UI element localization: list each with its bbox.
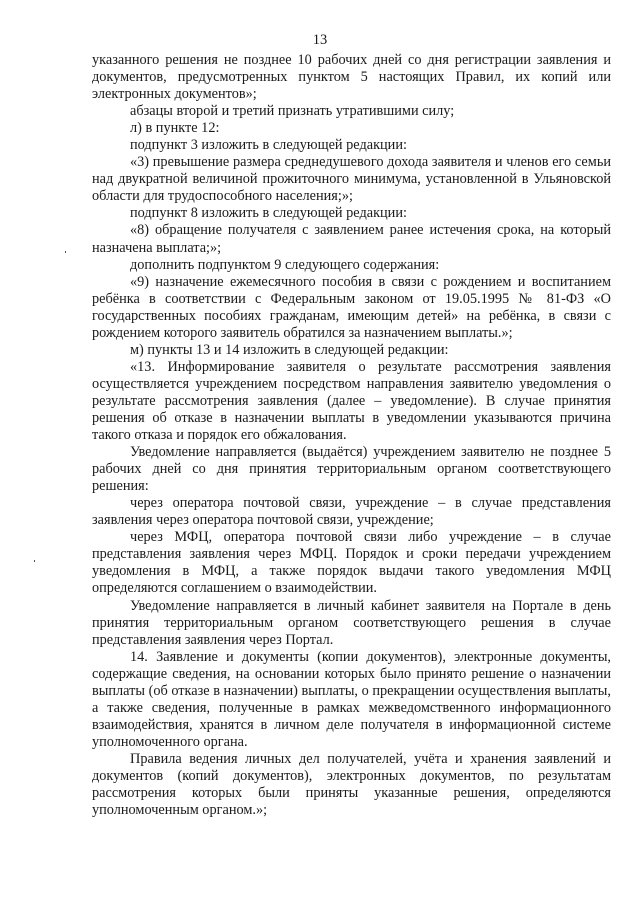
paragraph: дополнить подпунктом 9 следующего содержания: (130, 256, 440, 273)
paragraph: через оператора почтовой связи, учреждение – в случае представления заявления через оператора почтовой связи, учреждение; (92, 495, 611, 529)
paragraph: подпункт 8 изложить в следующей редакции: (130, 205, 407, 222)
paragraph: л) в пункте 12: (130, 120, 220, 137)
paragraph: «9) назначение ежемесячного пособия в связи с рождением и воспитанием ребёнка в соответствии с Федеральным законом от 19.05.1995 № 81-ФЗ «О государственных пособиях гражданам, имеющим детей» на ребёнка, в связи с рождением которого заявитель обратился за назначением выплаты.»; (92, 273, 611, 341)
paragraph: «13. Информирование заявителя о результате рассмотрения заявления осуществляется учреждением посредством направления заявителю уведомления о результате рассмотрения заявления (далее – уведомление). В случае принятия решения об отказе в назначении выплаты в уведомлении указываются причина такого отказа и порядок его обжалования. (92, 358, 611, 444)
paragraph: абзацы второй и третий признать утратившими силу; (130, 103, 455, 120)
document-body (92, 52, 611, 819)
paragraph: «3) превышение размера среднедушевого дохода заявителя и членов его семьи над двукратной величиной прожиточного минимума, установленной в Ульяновской области для трудоспособного населения;»; (92, 154, 611, 205)
paragraph: подпункт 3 изложить в следующей редакции: (130, 137, 407, 154)
paragraph: Уведомление направляется (выдаётся) учреждением заявителю не позднее 5 рабочих дней со дня принятия территориальным органом соответствующего решения: (92, 444, 611, 495)
paragraph: через МФЦ, оператора почтовой связи либо учреждение – в случае представления заявления через МФЦ. Порядок и сроки передачи учреждением уведомления в МФЦ, а также порядок выдачи такого уведомления МФЦ определяются соглашением о взаимодействии. (92, 529, 611, 597)
page-number: 13 (312, 32, 328, 48)
paragraph: Правила ведения личных дел получателей, учёта и хранения заявлений и документов (копий документов), электронных документов, по результатам рассмотрения которых были приняты указанные решения, определяются уполномоченным органом.»; (92, 750, 611, 819)
paragraph: м) пункты 13 и 14 изложить в следующей редакции: (130, 341, 449, 358)
paragraph: Уведомление направляется в личный кабинет заявителя на Портале в день принятия территориальным органом соответствующего решения в случае представления заявления через Портал. (92, 597, 611, 648)
paragraph: 14. Заявление и документы (копии документов), электронные документы, содержащие сведения, на основании которых было принято решение о назначении выплаты (об отказе в назначении) выплаты, о прекращении осуществления выплаты, а также сведения, полученные в рамках межведомственного информационного взаимодействия, хранятся в личном деле получателя в информационной системе уполномоченного органа. (92, 648, 611, 750)
paragraph: указанного решения не позднее 10 рабочих дней со дня регистрации заявления и документов, предусмотренных пунктом 5 настоящих Правил, их копий или электронных документов»; (92, 52, 611, 103)
scan-speck (34, 560, 35, 562)
paragraph: «8) обращение получателя с заявлением ранее истечения срока, на который назначена выплата;»; (92, 222, 611, 256)
scan-speck (65, 251, 66, 253)
